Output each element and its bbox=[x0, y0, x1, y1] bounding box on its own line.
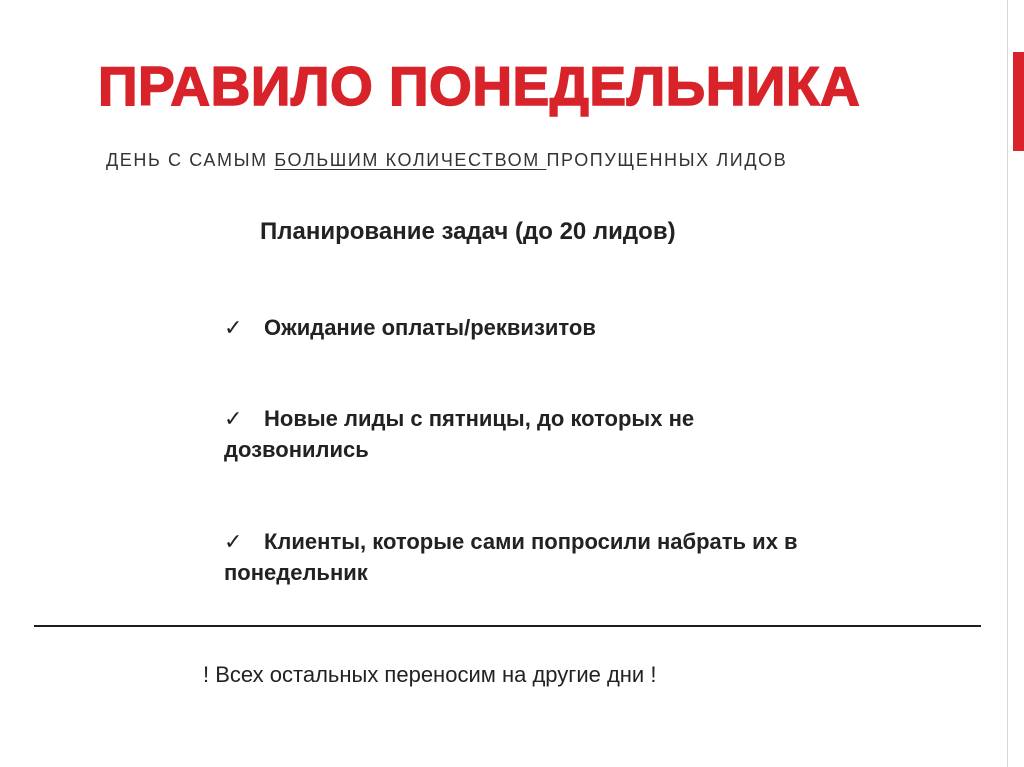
subtitle-part-start: ДЕНЬ С САМЫМ bbox=[106, 150, 275, 170]
checkmark-icon: ✓ bbox=[224, 406, 243, 431]
slide-subtitle bbox=[106, 148, 787, 172]
checklist-item-text: Клиенты, которые сами попросили набрать их в понедельник bbox=[224, 529, 798, 585]
checkmark-icon: ✓ bbox=[224, 529, 243, 554]
subtitle-underlined-phrase: БОЛЬШИМ КОЛИЧЕСТВОМ bbox=[274, 150, 547, 170]
checkmark-icon: ✓ bbox=[224, 315, 243, 340]
section-heading: Планирование задач (до 20 лидов) bbox=[260, 218, 676, 245]
slide-right-frame bbox=[1007, 0, 1024, 767]
accent-bar bbox=[1013, 52, 1024, 151]
checklist-item bbox=[224, 403, 804, 465]
slide-title: ПРАВИЛО ПОНЕДЕЛЬНИКА bbox=[98, 55, 861, 117]
divider-line bbox=[34, 625, 981, 627]
checklist-item-text: Новые лиды с пятницы, до которых не дозвонились bbox=[224, 406, 695, 462]
subtitle-part-end: ПРОПУЩЕННЫХ ЛИДОВ bbox=[546, 150, 788, 170]
checklist-item bbox=[224, 526, 804, 588]
checklist-item-text: Ожидание оплаты/реквизитов bbox=[264, 315, 596, 340]
checklist-item bbox=[224, 312, 804, 343]
footer-note: ! Всех остальных переносим на другие дни ! bbox=[203, 662, 657, 687]
